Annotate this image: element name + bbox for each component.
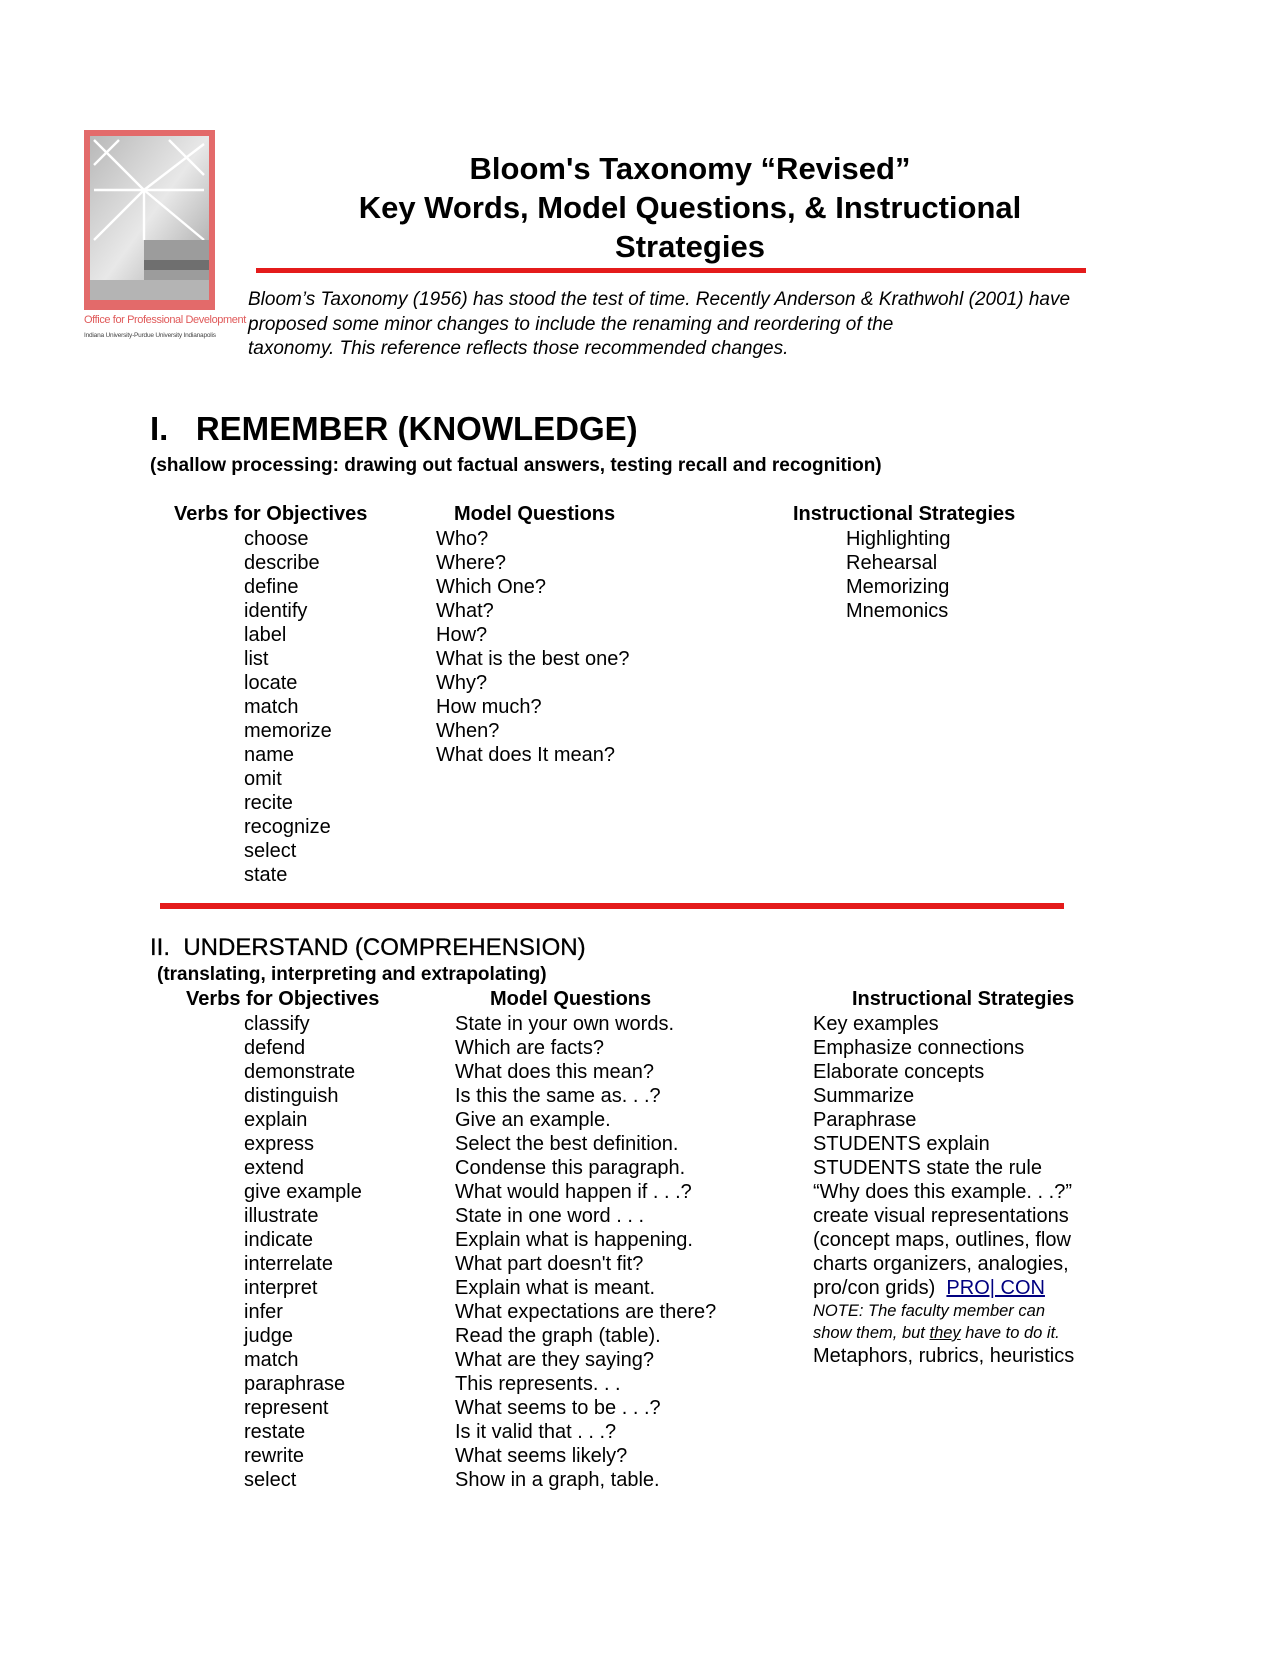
list-item: interpret — [244, 1277, 318, 1299]
intro-paragraph — [248, 288, 1168, 362]
list-item: represent — [244, 1397, 329, 1419]
faculty-note — [813, 1300, 1253, 1344]
note-emphasis: they — [929, 1324, 961, 1342]
list-item: Select the best definition. — [455, 1133, 679, 1155]
list-item: judge — [244, 1325, 293, 1347]
intro-line2: proposed some minor changes to include the renaming and reordering of the — [248, 313, 894, 335]
section2-strategies-list — [813, 1012, 1253, 1300]
list-item: “Why does this example. . .?” — [813, 1181, 1072, 1203]
list-item: recite — [244, 792, 293, 814]
note-line1: NOTE: The faculty member can — [813, 1302, 1045, 1320]
list-item: State in one word . . . — [455, 1205, 644, 1227]
section-divider — [160, 903, 1064, 909]
section1-col-strategies: Instructional Strategies — [793, 503, 1016, 525]
title-divider — [256, 268, 1086, 273]
list-item: What is the best one? — [436, 648, 630, 670]
list-item: Is this the same as. . .? — [455, 1085, 661, 1107]
list-item: State in your own words. — [455, 1013, 674, 1035]
list-item: match — [244, 1349, 299, 1371]
section2-subheading: (translating, interpreting and extrapolating) — [157, 964, 547, 985]
list-item: define — [244, 576, 299, 598]
procon-link[interactable]: PRO| CON — [946, 1277, 1045, 1299]
section2-col-questions: Model Questions — [490, 988, 652, 1010]
note-line2 — [813, 1322, 1253, 1344]
list-item: select — [244, 1469, 297, 1491]
list-item: select — [244, 840, 297, 862]
list-item: state — [244, 864, 288, 886]
section2-col-strategies: Instructional Strategies — [852, 988, 1075, 1010]
list-item: restate — [244, 1421, 306, 1443]
section2-col-verbs: Verbs for Objectives — [186, 988, 380, 1010]
section2-questions-list — [455, 1012, 716, 1492]
section1-heading: I. REMEMBER (KNOWLEDGE) — [150, 410, 638, 447]
list-item: locate — [244, 672, 298, 694]
list-item: explain — [244, 1109, 308, 1131]
list-item: Paraphrase — [813, 1109, 917, 1131]
list-item: give example — [244, 1181, 362, 1203]
list-item: rewrite — [244, 1445, 305, 1467]
list-item: What are they saying? — [455, 1349, 654, 1371]
intro-line1: Bloom’s Taxonomy (1956) has stood the test of time. Recently Anderson & Krathwohl (2001) have — [248, 289, 1071, 310]
list-item: What? — [436, 600, 494, 622]
list-item: charts organizers, analogies, — [813, 1253, 1069, 1275]
list-item: Key examples — [813, 1013, 939, 1035]
list-item: Explain what is meant. — [455, 1277, 656, 1299]
list-item: What expectations are there? — [455, 1301, 717, 1323]
list-item: STUDENTS state the rule — [813, 1157, 1042, 1179]
list-item: paraphrase — [244, 1373, 346, 1395]
list-item: express — [244, 1133, 315, 1155]
list-item: How? — [436, 624, 488, 646]
section1-col-questions: Model Questions — [454, 503, 616, 525]
list-item: indicate — [244, 1229, 313, 1251]
list-item — [813, 1276, 1253, 1300]
section2-strategies — [813, 1012, 1253, 1368]
list-item: Rehearsal — [846, 552, 938, 574]
building-graphic — [84, 130, 215, 310]
list-item: This represents. . . — [455, 1373, 621, 1395]
list-item: demonstrate — [244, 1061, 356, 1083]
section1-subheading: (shallow processing: drawing out factual answers, testing recall and recognition) — [150, 455, 882, 476]
list-item: Why? — [436, 672, 488, 694]
list-item: illustrate — [244, 1205, 319, 1227]
list-item: Explain what is happening. — [455, 1229, 693, 1251]
list-item: STUDENTS explain — [813, 1133, 990, 1155]
list-item: What seems to be . . .? — [455, 1397, 661, 1419]
section2-heading: II. UNDERSTAND (COMPREHENSION) — [150, 934, 586, 961]
note-text: show them, but — [813, 1324, 930, 1342]
list-item: infer — [244, 1301, 283, 1323]
list-item: classify — [244, 1013, 310, 1035]
list-item: choose — [244, 528, 309, 550]
list-item: Show in a graph, table. — [455, 1469, 660, 1491]
list-item: What seems likely? — [455, 1445, 628, 1467]
list-item: recognize — [244, 816, 331, 838]
list-item: extend — [244, 1157, 305, 1179]
list-item: memorize — [244, 720, 332, 742]
logo-line2: Indiana University-Purdue University Indianapolis — [84, 332, 216, 339]
section2-verbs-list — [244, 1012, 362, 1492]
list-item: (concept maps, outlines, flow — [813, 1229, 1071, 1251]
list-item: label — [244, 624, 287, 646]
note-text: have to do it. — [960, 1324, 1060, 1342]
list-item: Mnemonics — [846, 600, 949, 622]
list-item: Emphasize connections — [813, 1037, 1025, 1059]
list-item: Which One? — [436, 576, 547, 598]
list-item: create visual representations — [813, 1205, 1069, 1227]
list-item: Which are facts? — [455, 1037, 604, 1059]
list-item: identify — [244, 600, 308, 622]
list-item: distinguish — [244, 1085, 339, 1107]
list-item: What does It mean? — [436, 744, 615, 766]
list-item: Summarize — [813, 1085, 915, 1107]
list-item: Where? — [436, 552, 507, 574]
list-item: Highlighting — [846, 528, 951, 550]
list-item: Memorizing — [846, 576, 950, 598]
list-item: Is it valid that . . .? — [455, 1421, 617, 1443]
list-item: describe — [244, 552, 320, 574]
section1-questions-list — [436, 527, 629, 767]
list-item: omit — [244, 768, 282, 790]
section1-col-verbs: Verbs for Objectives — [174, 503, 368, 525]
list-item: Elaborate concepts — [813, 1061, 985, 1083]
list-item: How much? — [436, 696, 542, 718]
section1-verbs-list — [244, 527, 332, 887]
list-item: What does this mean? — [455, 1061, 654, 1083]
list-item: list — [244, 648, 269, 670]
logo — [84, 130, 246, 348]
title-line3: Strategies — [615, 229, 765, 264]
section1-strategies-list — [846, 527, 951, 623]
list-item: Give an example. — [455, 1109, 611, 1131]
list-item: interrelate — [244, 1253, 333, 1275]
procon-prefix: pro/con grids) — [813, 1277, 936, 1299]
list-item: Read the graph (table). — [455, 1325, 661, 1347]
intro-line3: taxonomy. This reference reflects those recommended changes. — [248, 338, 789, 359]
list-item: What part doesn't fit? — [455, 1253, 644, 1275]
list-item: What would happen if . . .? — [455, 1181, 692, 1203]
list-item: When? — [436, 720, 500, 742]
list-item: name — [244, 744, 295, 766]
list-item: Who? — [436, 528, 489, 550]
list-item: match — [244, 696, 299, 718]
title-line2: Key Words, Model Questions, & Instructional — [358, 190, 1022, 225]
list-item: defend — [244, 1037, 306, 1059]
logo-line1: Office for Professional Development — [84, 314, 246, 326]
list-item: Condense this paragraph. — [455, 1157, 686, 1179]
title-line1: Bloom's Taxonomy “Revised” — [469, 151, 911, 186]
last-strategy: Metaphors, rubrics, heuristics — [813, 1345, 1075, 1367]
